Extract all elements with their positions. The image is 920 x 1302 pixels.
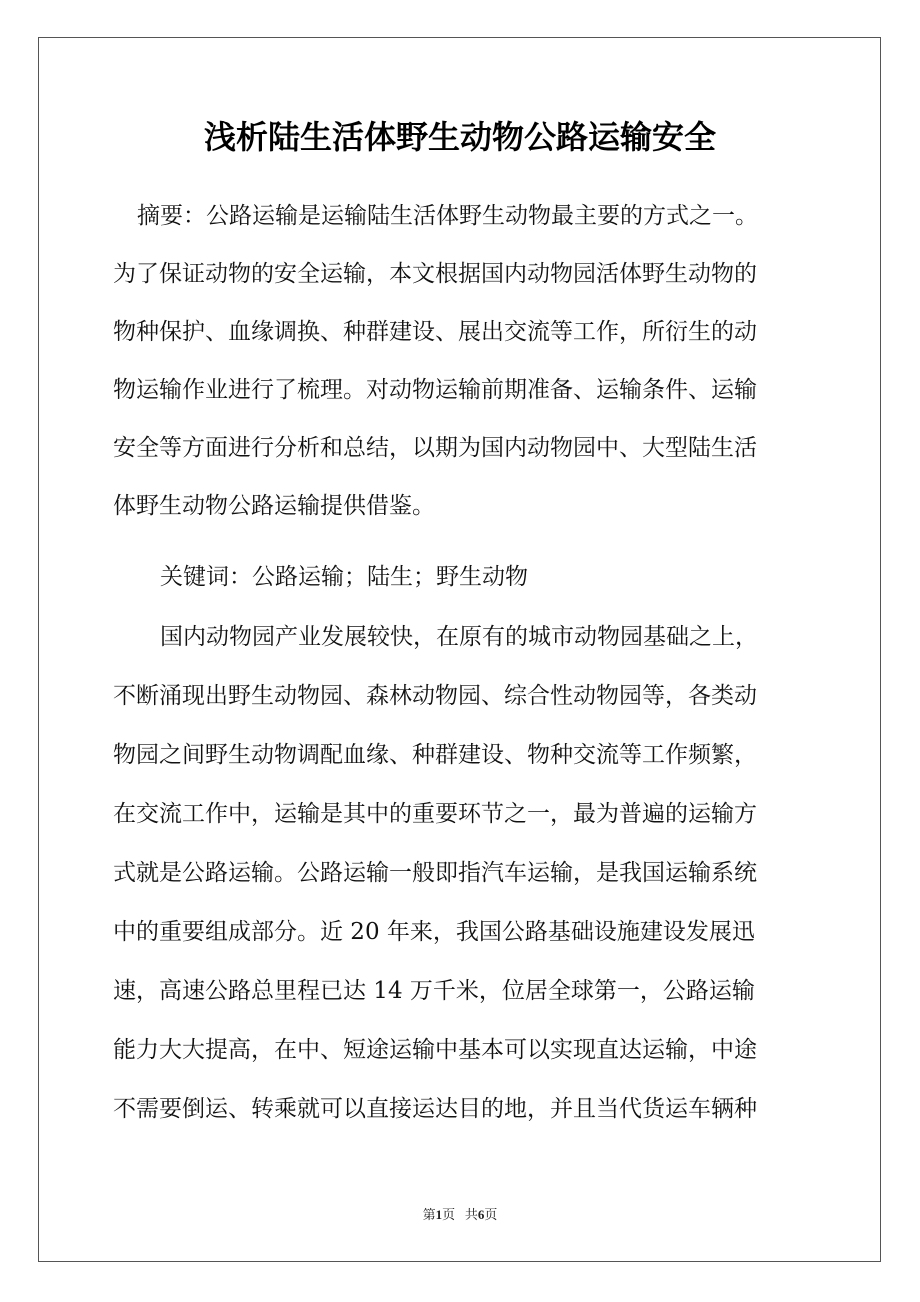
body-line-2: 不断涌现出野生动物园、森林动物园、综合性动物园等，各类动: [113, 683, 757, 709]
footer-page-label: 页: [442, 1207, 456, 1222]
body-line-9: 不需要倒运、转乘就可以直接运达目的地，并且当代货运车辆种: [113, 1096, 757, 1122]
abstract-line-5: 安全等方面进行分析和总结，以期为国内动物园中、大型陆生活: [113, 435, 757, 461]
abstract-line-2: 为了保证动物的安全运输，本文根据国内动物园活体野生动物的: [113, 261, 757, 287]
body-line-7: 速，高速公路总里程已达 14 万千米，位居全球第一，公路运输: [113, 978, 755, 1004]
body-line-3: 物园之间野生动物调配血缘、种群建设、物种交流等工作频繁，: [113, 742, 757, 768]
abstract-line-4: 物运输作业进行了梳理。对动物运输前期准备、运输条件、运输: [113, 377, 757, 403]
body-line-6: 中的重要组成部分。近 20 年来，我国公路基础设施建设发展迅: [113, 919, 755, 945]
body-line-1: 国内动物园产业发展较快，在原有的城市动物园基础之上，: [160, 624, 758, 650]
body-line-8: 能力大大提高，在中、短途运输中基本可以实现直达运输，中途: [113, 1037, 757, 1063]
keywords-line: 关键词：公路运输；陆生；野生动物: [160, 564, 528, 590]
abstract-line-1: 摘要：公路运输是运输陆生活体野生动物最主要的方式之一。: [137, 203, 758, 229]
document-title: 浅析陆生活体野生动物公路运输安全: [203, 118, 716, 156]
footer-total-prefix: 共: [464, 1207, 478, 1222]
footer-total-pages: 6: [477, 1207, 485, 1222]
footer-current-page: 1: [435, 1207, 443, 1222]
footer-total-label: 页: [484, 1207, 498, 1222]
footer-prefix: 第: [422, 1207, 436, 1222]
body-line-4: 在交流工作中，运输是其中的重要环节之一，最为普遍的运输方: [113, 801, 757, 827]
abstract-line-6: 体野生动物公路运输提供借鉴。: [113, 493, 435, 519]
body-line-5: 式就是公路运输。公路运输一般即指汽车运输，是我国运输系统: [113, 860, 757, 886]
page-footer: [0, 1205, 920, 1225]
abstract-line-3: 物种保护、血缘调换、种群建设、展出交流等工作，所衍生的动: [113, 319, 757, 345]
